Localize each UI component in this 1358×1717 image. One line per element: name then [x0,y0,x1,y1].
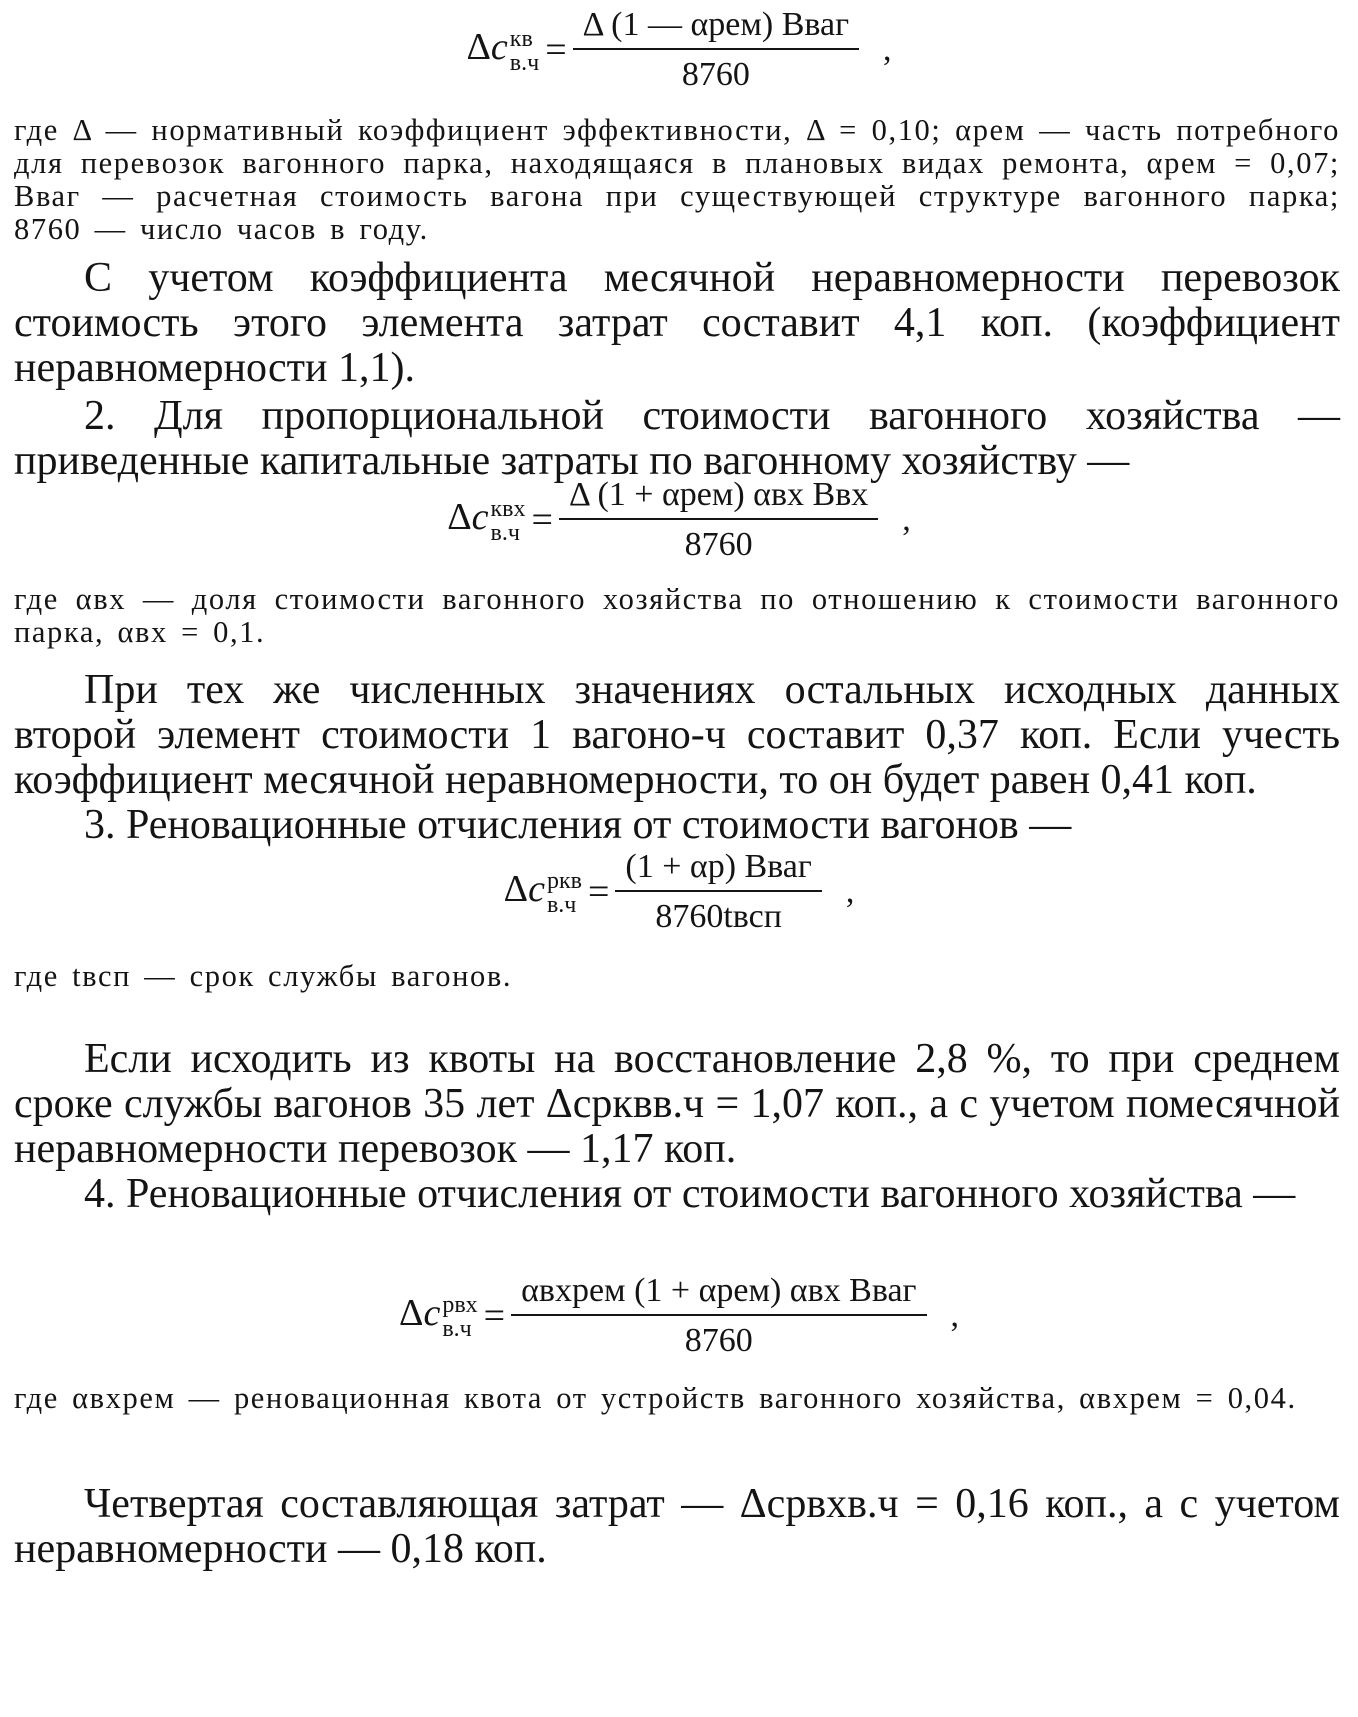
body-paragraph: Четвертая составляющая затрат — Δcрвхв.ч = 0,16 коп., а с учетом неравномерности — 0,18 коп. [14,1481,1340,1572]
body-paragraph: При тех же численных значениях остальных исходных данных второй элемент стоимости 1 вагоно-ч составит 0,37 коп. Если учесть коэффициент месячной неравномерности, то он будет равен 0,41 коп. [14,667,1340,803]
body-paragraph: С учетом коэффициента месячной неравномерности перевозок стоимость этого элемента затрат составит 4,1 коп. (коэффициент неравномерности 1,1). [14,255,1340,391]
numerator: αвхрем (1 + αрем) αвх Bваг [511,1272,926,1316]
formula-lhs: Δc квх в.ч [447,495,526,546]
denominator: 8760 [681,56,750,93]
footnote-paragraph: где Δ — нормативный коэффициент эффективности, Δ = 0,10; αрем — часть потребного для перевозок вагонного парка, находящаяся в плановых видах ремонта, αрем = 0,07; Bваг — расчетная стоимость вагона при существующей структуре вагонного парка; 8760 — число часов в году. [14,113,1340,246]
formula-2: Δc квх в.ч = $\frac{\text{Δ (1 + αрем) αвх Bвх}}{8760}$ , [447,476,911,563]
formula-1: Δc кв в.ч = $\frac{\text{Δ (1 — αрем) Bваг}}{8760}$ , [466,6,892,93]
equals-sign: = [483,1295,506,1337]
formula-4: Δc рвх в.ч = $\frac{\text{αвхрем (1 + αрем) αвх Bваг}}{8760}$ , [399,1272,959,1359]
denominator: 8760 [684,526,753,563]
formula-lhs: Δc ркв в.ч [503,867,582,918]
equals-sign: = [587,871,610,913]
formula-lhs: Δc рвх в.ч [399,1291,478,1342]
fraction [573,6,859,94]
footnote-paragraph: где αвхрем — реновационная квота от устройств вагонного хозяйства, αвхрем = 0,04. [14,1381,1297,1415]
denominator: 8760tвсп [655,898,782,935]
numerator: Δ (1 + αрем) αвх Bвх [559,476,878,520]
body-paragraph: 3. Реновационные отчисления от стоимости вагонов — [84,802,1072,848]
body-paragraph: Если исходить из квоты на восстановление 2,8 %, то при среднем сроке службы вагонов 35 лет Δcрквв.ч = 1,07 коп., а с учетом помесячной неравномерности перевозок — 1,17 коп. [14,1036,1340,1172]
denominator: 8760 [684,1322,753,1359]
formula-lhs: Δc кв в.ч [466,25,540,76]
footnote-paragraph: где tвсп — срок службы вагонов. [14,959,513,993]
fraction [511,1272,926,1360]
equals-sign: = [545,29,567,71]
fraction [559,476,878,564]
body-paragraph: 4. Реновационные отчисления от стоимости вагонного хозяйства — [84,1171,1296,1217]
numerator: (1 + αр) Bваг [615,848,821,892]
formula-3: Δc ркв в.ч = $\frac{\text{(1 + αр) Bваг}}{\text{8760tвсп}}$ , [503,848,855,935]
body-paragraph: 2. Для пропорциональной стоимости вагонного хозяйства — приведенные капитальные затраты по вагонному хозяйству — [14,393,1340,484]
equals-sign: = [531,499,553,541]
fraction [615,848,821,936]
footnote-paragraph: где αвх — доля стоимости вагонного хозяйства по отношению к стоимости вагонного парка, αвх = 0,1. [14,582,1340,649]
numerator: Δ (1 — αрем) Bваг [573,6,859,50]
